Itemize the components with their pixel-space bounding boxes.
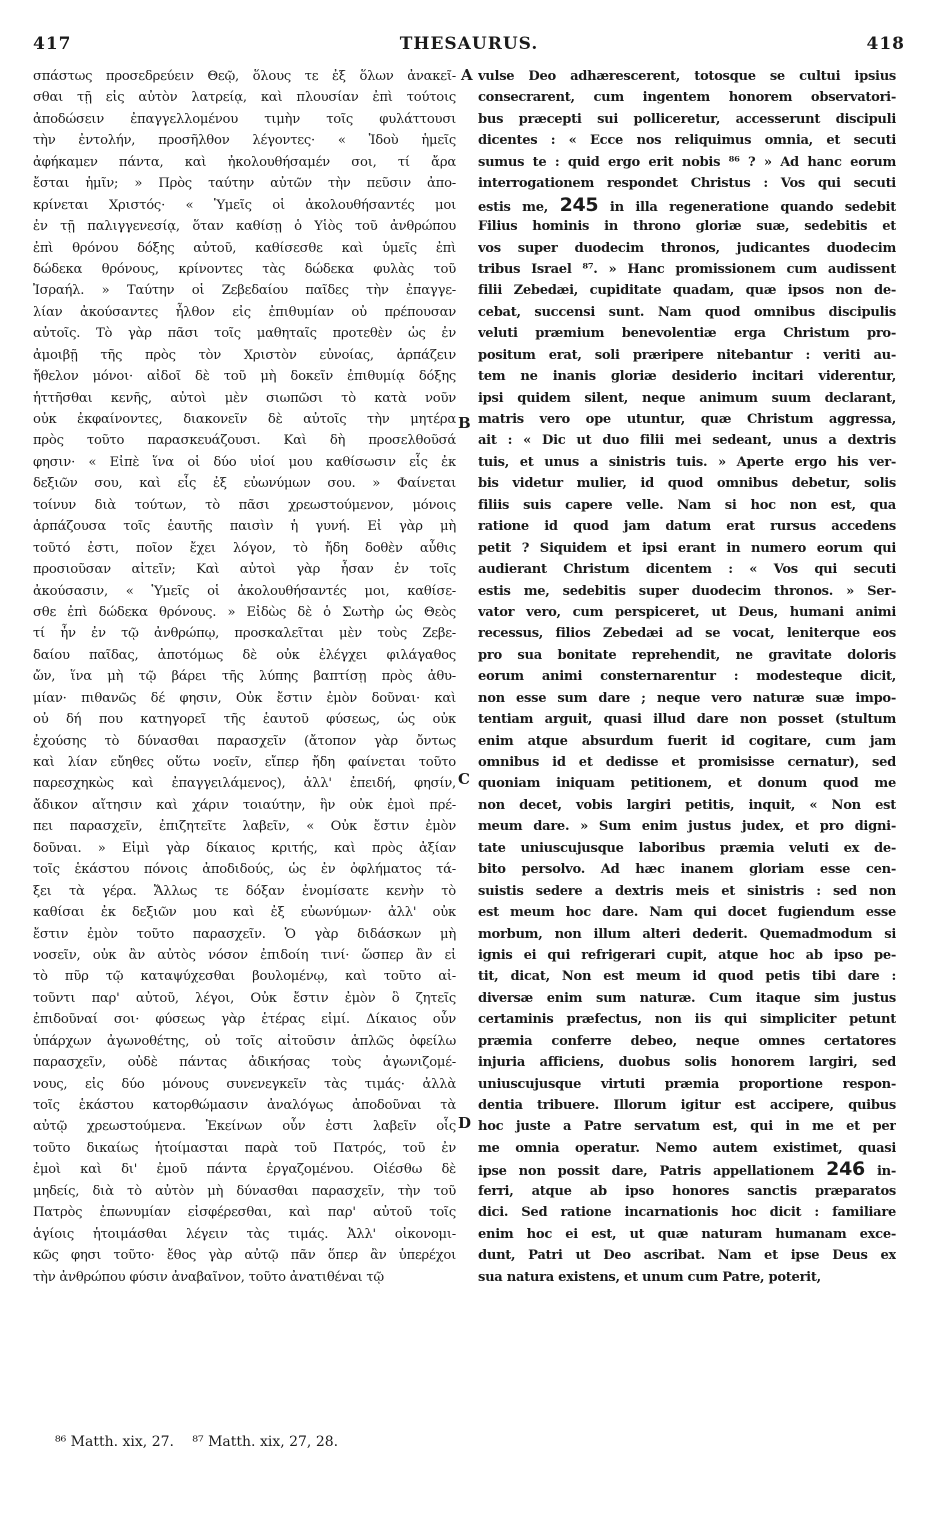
greek-text-line: τοῦτό ἐστι, ποῖον ἔχει λόγον, τὸ ἤδη δοθὲν αὖθις [33,540,456,556]
greek-text-column [33,66,456,1288]
greek-text-line: ἐπιδοῦναί σοι· φύσεως γὰρ ἑτέρας εἰμί. Δίκαιος οὖν [33,1012,456,1028]
greek-text-line: δαίου παῖδας, ἀποτόμως δὲ οὐκ ἐλέγχει φιλάγαθος [33,647,456,663]
greek-text-line: τὸ πῦρ τῷ καταψύχεσθαι βουλομένῳ, καὶ τοῦτο αἰ- [33,969,456,985]
greek-text-line: οὐ δή που κατηγορεῖ τῆς ἑαυτοῦ φύσεως, ὡς οὐκ [33,712,456,728]
page-header [33,34,905,58]
latin-text-line: bus præcepti sui polliceretur, accesserunt discipuli [478,111,896,127]
greek-text-line: ἀκούσασιν, « Ὑμεῖς οἱ ἀκολουθήσαντές μοι, καθίσε- [33,583,456,599]
greek-text-line: ἐχούσης τὸ δύνασθαι παρασχεῖν (ἄτοπον γὰρ ὄντως [33,733,456,749]
greek-text-line: ἀφήκαμεν πάντα, καὶ ἠκολουθήσαμέν σοι, τί ἄρα [33,154,456,170]
latin-text-line: diversæ enim sum naturæ. Cum itaque sim justus [478,990,896,1006]
greek-text-line: πει παρασχεῖν, ἐπιζητεῖτε λαβεῖν, « Οὐκ ἔστιν ἐμὸν [33,819,456,835]
latin-text-line: tentiam arguit, quasi illud dare non posset (stultum [478,712,896,728]
margin-marker-a: A [461,66,473,84]
greek-text-line: νους, εἰς δύο μόνους συνενεγκεῖν τὰς τιμάς· ἀλλὰ [33,1076,456,1092]
latin-text-line: hoc juste a Patre servatum est, qui in me et per [478,1119,896,1135]
latin-text-line: petit ? Siquidem et ipsi erant in numero eorum qui [478,540,896,556]
greek-text-line: τοῦντι παρ' αὐτοῦ, λέγοι, Οὐκ ἔστιν ἐμὸν ὃ ζητεῖς [33,990,456,1006]
latin-text-line: tuis, et unus a sinistris tuis. » Aperte ergo his ver- [478,454,896,470]
latin-text-line: suistis sedere a dextris meis et sinistris : sed non [478,883,896,899]
greek-text-line: Πατρὸς ἐπωνυμίαν εἰσφέρεσθαι, καὶ παρ' αὐτοῦ τοῖς [33,1205,456,1221]
latin-text-line: tribus Israel ⁸⁷. » Hanc promissionem cum audissent [478,261,896,277]
greek-text-line: μίαν· πιθανῶς δέ φησιν, Οὐκ ἔστιν ἐμὸν δοῦναι· καὶ [33,690,456,706]
latin-text-line: sua natura existens, et unum cum Patre, poterit, [478,1269,821,1285]
latin-text-line: non esse sum dare ; neque vero naturæ suæ impo- [478,690,896,706]
greek-text-line: ἐπὶ θρόνου δόξης αὐτοῦ, καθίσεσθε καὶ ὑμεῖς ἐπὶ [33,240,456,256]
footnote-87: ⁸⁷ Matth. xix, 27, 28. [192,1434,339,1450]
greek-text-line: ἐμοὶ καὶ δι' ἐμοῦ πάντα ἐργαζομένου. Οἰέσθω δὲ [33,1162,456,1178]
latin-text-line: tate uniuscujusque laboribus præmia veluti ex de- [478,840,896,856]
latin-text-line: pro sua bonitate reprehendit, ne gravitate doloris [478,647,896,663]
latin-text-line: non decet, vobis largiri petitis, inquit, « Non est [478,797,896,813]
greek-text-line: δοῦναι. » Εἰμὶ γὰρ δίκαιος κριτής, καὶ πρὸς ἀξίαν [33,840,456,856]
latin-text-line: dici. Sed ratione incarnationis hoc dicit : familiare [478,1205,896,1221]
latin-text-line: præmia conferre debeo, neque omnes certatores [478,1033,896,1049]
latin-text-line: interrogationem respondet Christus : Vos qui secuti [478,176,896,192]
latin-text-line: Filius hominis in throno gloriæ suæ, sedebitis et [478,219,896,235]
column-section-number: 246 [826,1159,865,1181]
greek-text-line: δώδεκα θρόνους, κρίνοντες τὰς δώδεκα φυλὰς τοῦ [33,261,456,277]
greek-text-line: ὑπάρχων ἀγωνοθέτης, οὐ τοῖς αἰτοῦσιν ἁπλῶς ὀφείλω [33,1033,456,1049]
latin-text-line: certaminis præfectus, non iis qui simpliciter petunt [478,1012,896,1028]
latin-text-line: filiis suis capere velle. Nam si hoc non est, qua [478,497,896,513]
greek-text-line: αὐτοῖς. Τὸ γὰρ πᾶσι τοῖς μαθηταῖς προτεθὲν ὡς ἐν [33,326,456,342]
latin-text-line: enim atque absurdum fuerit id cogitare, cum jam [478,733,896,749]
greek-text-line: προσιοῦσαν αἰτεῖν; Καὶ αὐτοὶ γὰρ ἦσαν ἐν τοῖς [33,562,456,578]
greek-text-line: ἤθελον μόνοι· αἰδοῖ δὲ τοῦ μὴ δοκεῖν ἐπιθυμίᾳ δόξης [33,369,456,385]
greek-text-line: καθίσαι ἐκ δεξιῶν μου καὶ ἐξ εὐωνύμων· ἀλλ' οὐκ [33,905,456,921]
margin-marker-c: C [458,770,470,788]
greek-text-line: ὤν, ἵνα μὴ τῷ βάρει τῆς λύπης βαπτίσῃ πρὸς ἀθυ- [33,669,456,685]
greek-text-line: τοίνυν διὰ τούτων, τὸ πᾶσι χρεωστούμενον, μόνοις [33,497,456,513]
latin-text-line: eorum animi consternarentur : modesteque dicit, [478,669,896,685]
greek-text-line: φησιν· « Εἰπὲ ἵνα οἱ δύο υἱοί μου καθίσωσιν εἷς ἐκ [33,454,456,470]
latin-text-line: meum dare. » Sum enim justus judex, et pro digni- [478,819,896,835]
latin-text-line: dunt, Patri ut Deo ascribat. Nam et ipse Deus ex [478,1248,896,1264]
latin-text-line: est meum hoc dare. Nam qui docet fugiendum esse [478,905,896,921]
greek-text-line: τὴν ἐντολήν, προσῆλθον λέγοντες· « Ἰδοὺ ἡμεῖς [33,133,456,149]
latin-text-line: positum erat, soli præripere nitebantur : veriti au- [478,347,896,363]
latin-text-line: tem ne inanis gloriæ desiderio incitari viderentur, [478,369,896,385]
greek-text-line: τοῦτο δικαίως ἡτοίμασται παρὰ τοῦ Πατρός, τοῦ ἐν [33,1140,456,1156]
latin-text-line: morbum, non illum alteri dederit. Quemadmodum si [478,926,896,942]
greek-text-line: τοῖς ἑκάστου πόνοις ἀποδιδούς, ὡς ἐν ὀφλήματος τά- [33,862,456,878]
latin-text-line: audierant Christum dicentem : « Vos qui secuti [478,562,896,578]
latin-text-line: tit, dicat, Non est meum id quod petis tibi dare : [478,969,896,985]
latin-text-line: vos super duodecim thronos, judicantes duodecim [478,240,896,256]
latin-text-line: ipsi quidem silent, neque animum suum declarant, [478,390,896,406]
footnote-86: ⁸⁶ Matth. xix, 27. [55,1434,174,1450]
right-column-number: 418 [866,34,905,54]
latin-text-line: veluti præmium benevolentiæ erga Christum pro- [478,326,896,342]
greek-text-line: ἀποδώσειν ἐπαγγελλομένου τιμὴν τοῖς φυλάττουσι [33,111,456,127]
greek-text-line: ἐν τῇ παλιγγενεσίᾳ, ὅταν καθίσῃ ὁ Υἱὸς τοῦ ἀνθρώπου [33,219,456,235]
latin-text-line: cebat, succensi sunt. Nam quod omnibus discipulis [478,304,896,320]
greek-text-line: πρὸς τοῦτο παρασκευάζουσι. Καὶ δὴ προσελθοῦσά [33,433,456,449]
latin-text-line: dentia tribuere. Illorum igitur est accipere, quibus [478,1098,896,1113]
latin-text-line: bito persolvo. Ad hæc inanem gloriam esse cen- [478,862,896,878]
column-section-number: 245 [559,194,599,216]
latin-text-line: sumus te : quid ergo erit nobis ⁸⁶ ? » Ad hanc eorum [478,154,896,170]
latin-text-line: dicentes : « Ecce nos reliquimus omnia, et secuti [478,133,896,149]
greek-text-line: κρίνεται Χριστός· « Ὑμεῖς οἱ ἀκολουθήσαντές μοι [33,197,456,213]
margin-marker-b: B [458,414,471,432]
latin-text-line: vator vero, cum perspiceret, ut Deus, humani animi [478,604,896,620]
greek-text-line: παρεσχηκὼς καὶ ἐπαγγειλάμενος), ἀλλ' ἐπειδή, φησίν, [33,776,456,792]
greek-text-line: ἀμοιβῇ τῆς πρὸς τὸν Χριστὸν εὐνοίας, ἁρπάζειν [33,347,456,363]
greek-text-line: ἔστιν ἐμὸν τοῦτο παρασχεῖν. Ὁ γὰρ διδάσκων μὴ [33,926,456,942]
latin-text-line: ait : « Dic ut duo filii mei sedeant, unus a dextris [478,433,896,449]
latin-text-line: me omnia operatur. Nemo autem existimet, quasi [478,1140,896,1156]
greek-text-line: λίαν ἀκούσαντες ἦλθον εἰς ἐπιθυμίαν οὐ πρέπουσαν [33,304,456,320]
latin-text-line: consecrarent, cum ingentem honorem observatori- [478,90,896,106]
latin-text-line: quoniam iniquam petitionem, et donum quod me [478,776,896,792]
greek-text-line: ἡττῆσθαι κενῆς, αὐτοὶ μὲν σιωπῶσι τὸ κατὰ νοῦν [33,390,456,406]
greek-text-line: σθε ἐπὶ δώδεκα θρόνους. » Εἰδὼς δὲ ὁ Σωτὴρ ὡς Θεὸς [33,604,456,620]
greek-text-line: ξει τὰ γέρα. Ἄλλως τε δόξαν ἐνομίσατε κενὴν τὸ [33,883,456,899]
latin-text-line: enim hoc ei est, ut quæ naturam humanam exce- [478,1226,896,1242]
greek-text-line: τοῖς ἑκάστου κατορθώμασιν ἀναλόγως ἀποδοῦναι τὰ [33,1098,456,1113]
latin-text-line: estis me, sedebitis super duodecim thronos. » Ser- [478,583,896,599]
greek-text-line: νοσεῖν, οὐκ ἂν αὐτὸς νόσον ἐπιδοίη τινί· ὥσπερ ἂν εἰ [33,947,456,963]
latin-text-line: ipse non possit dare, Patris appellationem 246 in- [478,1159,896,1181]
latin-text-line: bis videtur mulier, id quod omnibus debetur, solis [478,476,896,492]
greek-text-line: ἔσται ἡμῖν; » Πρὸς ταύτην αὐτῶν τὴν πεῦσιν ἀπο- [33,176,456,192]
greek-text-line: τὴν ἀνθρώπου φύσιν ἀναβαῖνον, τοῦτο ἀνατιθέναι τῷ [33,1269,384,1285]
latin-text-line: ratione id quod jam datum erat rursus accedens [478,519,896,535]
running-title: THESAURUS. [399,34,539,54]
latin-text-line: recessus, filios Zebedæi ad se vocat, leniterque eos [478,626,896,642]
greek-text-line: δεξιῶν σου, καὶ εἷς ἐξ εὐωνύμων σου. » Φαίνεται [33,476,456,492]
greek-text-line: σθαι τῇ εἰς αὐτὸν λατρείᾳ, καὶ πλουσίαν ἐπὶ τούτοις [33,90,456,106]
left-column-number: 417 [33,34,72,54]
latin-text-line: ferri, atque ab ipso honores sanctis præparatos [478,1183,896,1199]
greek-text-line: αὐτῷ χρεωστούμενα. Ἐκείνων οὖν ἐστι λαβεῖν οἷς [33,1119,456,1135]
latin-text-line: matris vero ope utuntur, quæ Christum aggressa, [478,412,896,427]
greek-text-line: ἁρπάζουσα τοῖς ἑαυτῆς παισὶν ἡ γυνή. Εἰ γὰρ μὴ [33,519,456,535]
latin-text-column [478,66,896,1288]
latin-text-line: omnibus id et dedisse et promisisse cernatur), sed [478,755,896,770]
greek-text-line: καὶ λίαν εὔηθες οὕτω νοεῖν, εἴπερ ἤδη φαίνεται τοῦτο [33,755,456,770]
greek-text-line: μηδείς, διὰ τὸ αὐτὸν μὴ δύνασθαι παρασχεῖν, τὴν τοῦ [33,1183,456,1199]
latin-text-line: vulse Deo adhærescerent, totosque se cultui ipsius [478,69,896,84]
latin-text-line: injuria afficiens, duobus solis honorem largiri, sed [478,1055,896,1071]
greek-text-line: Ἰσραήλ. » Ταύτην οἱ Ζεβεδαίου παῖδες τὴν ἐπαγγε- [33,283,456,299]
footnotes [55,1434,352,1450]
latin-text-line: filii Zebedæi, cupiditate quadam, quæ ipsos non de- [478,283,896,299]
greek-text-line: οὐκ ἐκφαίνοντες, διακονεῖν δὲ αὐτοῖς τὴν μητέρα [33,412,456,427]
greek-text-line: ἁγίοις ἡτοιμάσθαι λέγειν τὰς τιμάς. Ἀλλ' οἰκονομι- [33,1226,456,1242]
latin-text-line: estis me, 245 in illa regeneratione quando sedebit [478,194,896,216]
margin-marker-d: D [458,1114,472,1132]
greek-text-line: σπάστως προσεδρεύειν Θεῷ, ὅλους τε ἐξ ὅλων ἀνακεῖ- [33,69,456,84]
greek-text-line: κῶς φησι τοῦτο· ἔθος γὰρ αὐτῷ πᾶν ὅπερ ἂν ὑπερέχοι [33,1248,456,1264]
latin-text-line: uniuscujusque virtuti præmia proportione respon- [478,1076,896,1092]
latin-text-line: ignis ei qui refrigerari cupit, atque hoc ab ipso pe- [478,947,896,963]
greek-text-line: τί ἦν ἐν τῷ ἀνθρώπῳ, προσκαλεῖται μὲν τοὺς Ζεβε- [33,626,456,642]
greek-text-line: παρασχεῖν, οὐδὲ πάντας ἀδικήσας τοὺς ἀγωνιζομέ- [33,1055,456,1071]
greek-text-line: ἄδικον αἴτησιν καὶ χάριν τοιαύτην, ἣν οὐκ ἐμοὶ πρέ- [33,797,456,813]
